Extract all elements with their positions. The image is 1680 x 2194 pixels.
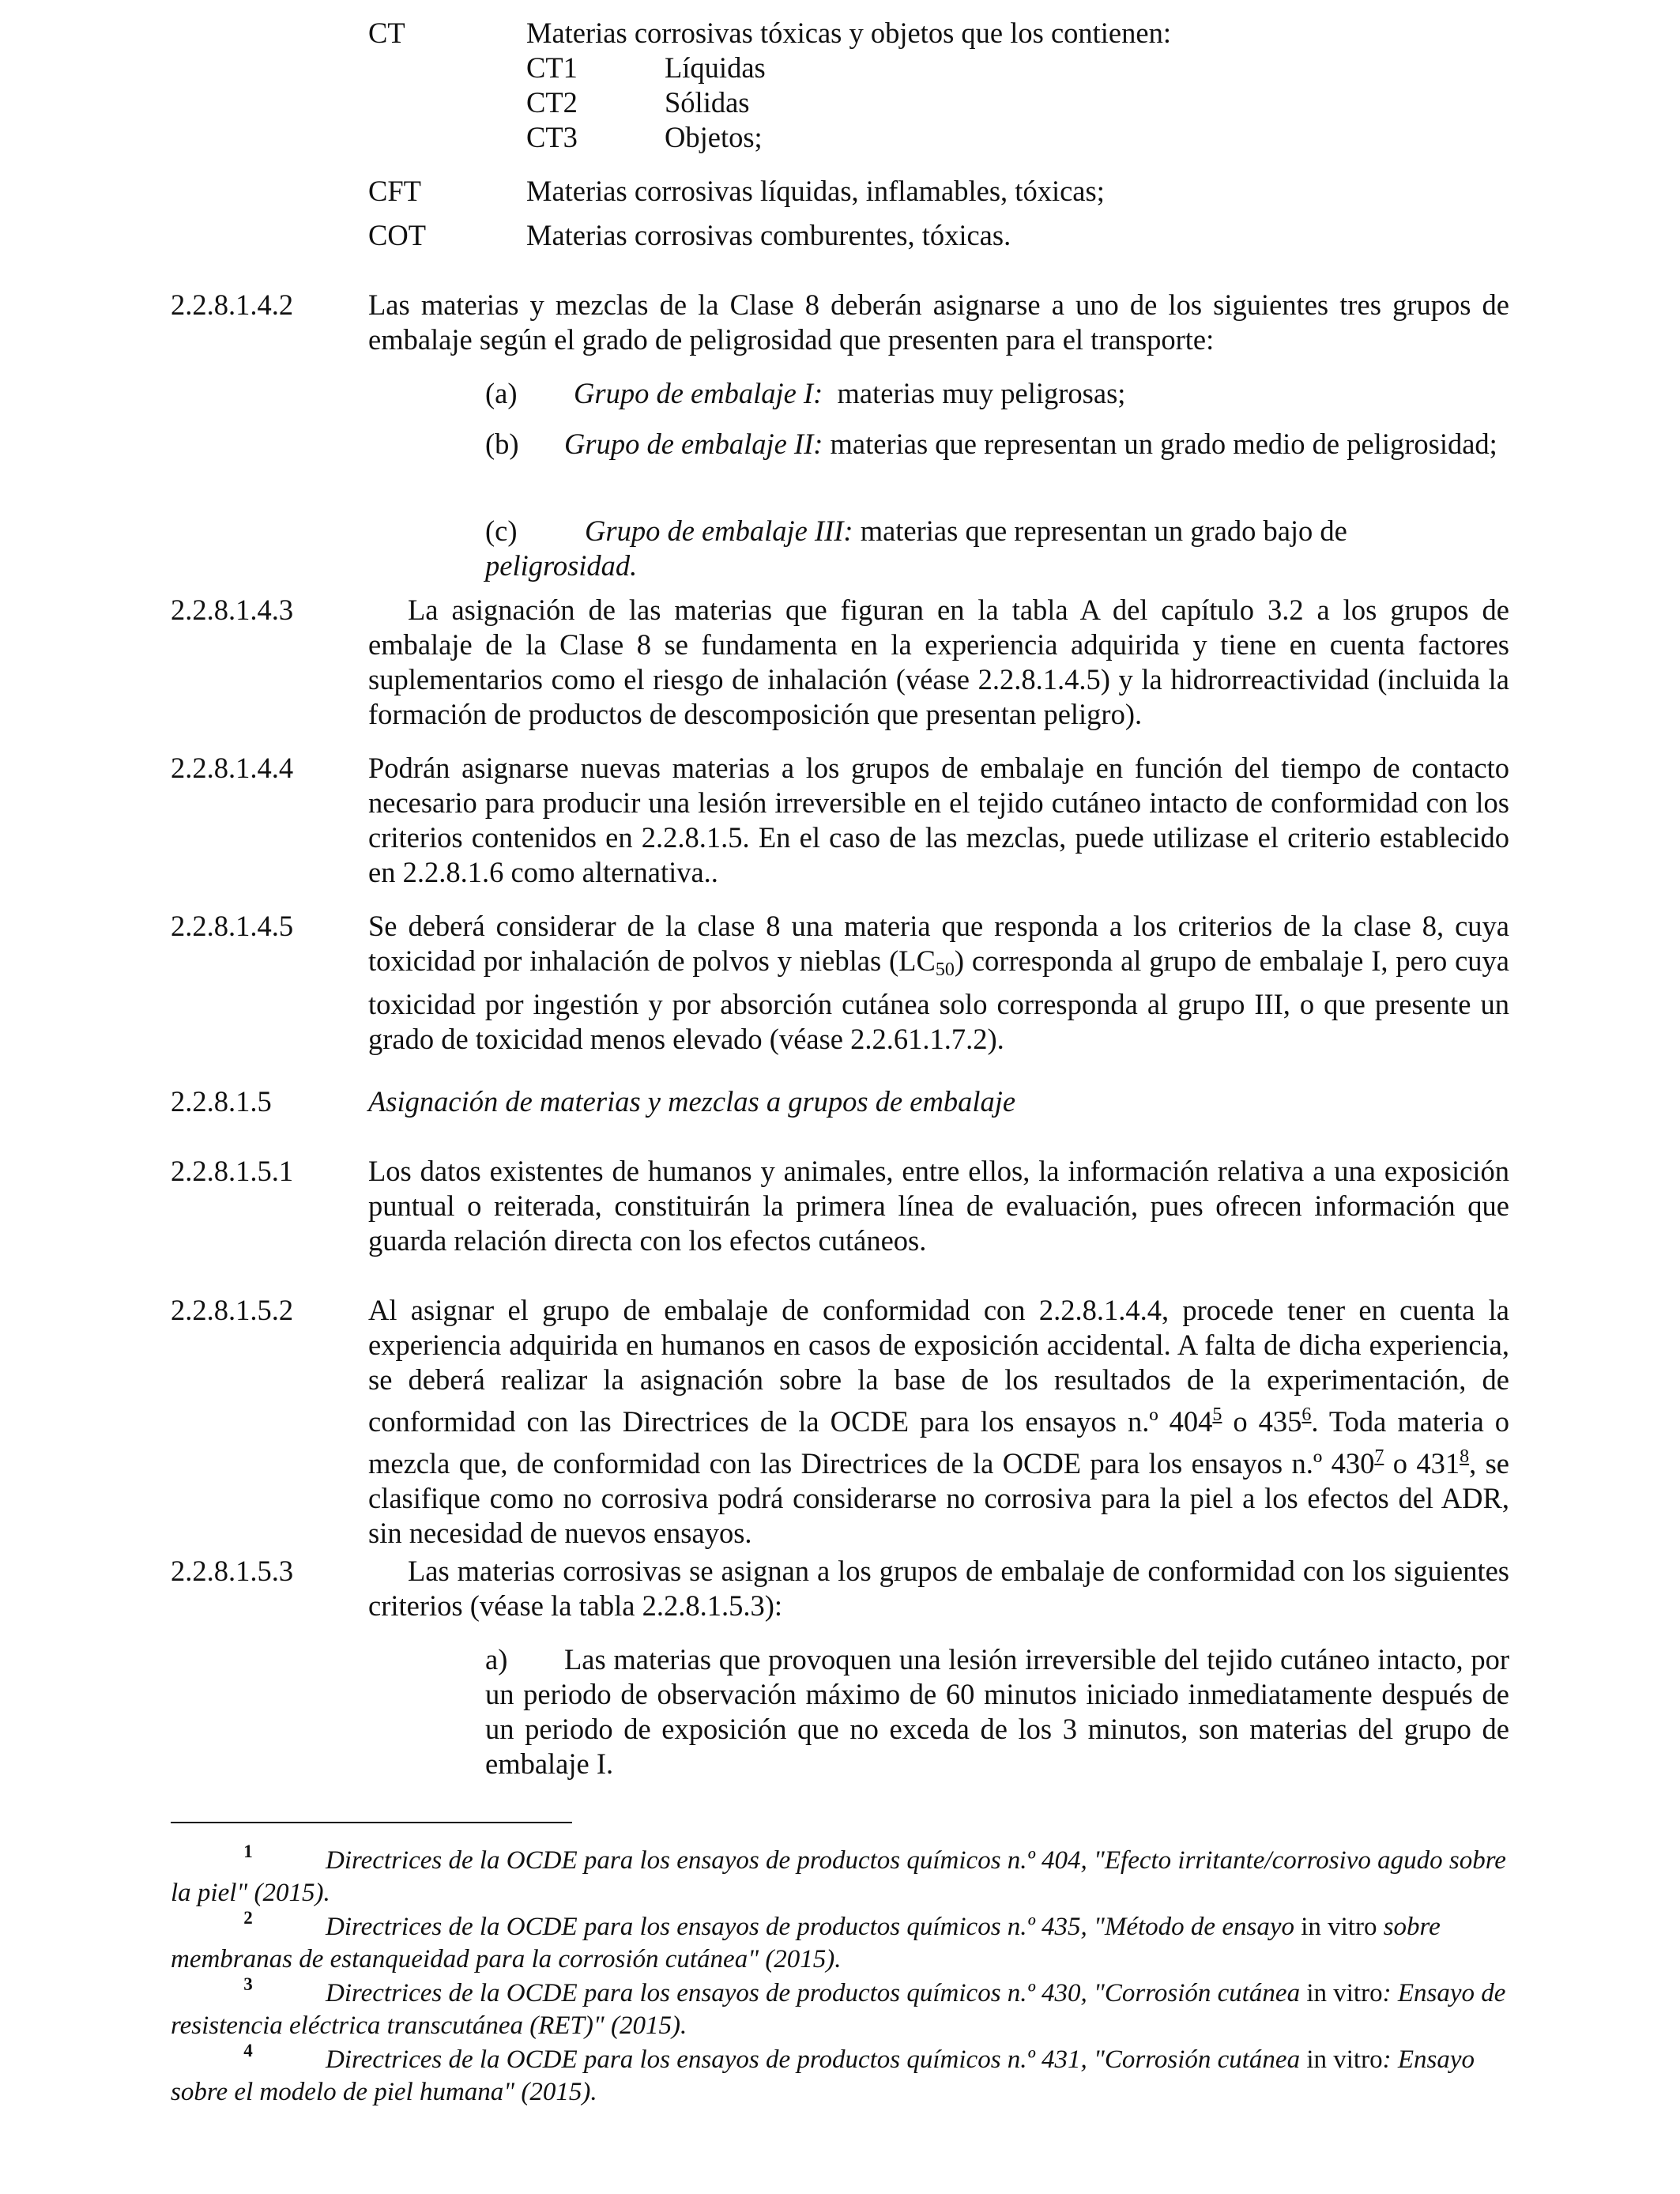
footnote-2 [171, 1902, 1509, 1976]
paragraph-1445-part-b: ) corresponda al grupo de embalaje I, pero cuya toxicidad por ingestión y por absorción cutánea solo corresponda al grupo III, o que presente un grado de toxicidad menos elevado (véase 2.2.61.1.7.2). [368, 944, 1509, 1055]
item-c-text: materias que representan un grado bajo de [860, 515, 1347, 547]
paragraph-1444: Podrán asignarse nuevas materias a los grupos de embalaje en función del tiempo de contacto necesario para producir una lesión irreversible en el tejido cutáneo intacto de conformidad con los criterios contenidos en 2.2.8.1.5. En el caso de las mezclas, puede utilizase el criterio establecido en 2.2.8.1.6 como alternativa.. [368, 752, 1509, 888]
criteria-item-a-mark: a) [485, 1643, 508, 1676]
code-ct1: CT1 [526, 51, 578, 84]
paragraph-152-part-1: Al asignar el grupo de embalaje de conformidad con 2.2.8.1.4.4, procede tener en cuenta la experiencia adquirida en humanos en casos de exposición accidental. A falta de dicha experiencia, se deberá realizar la asignación sobre la base de los resultados de la experimentación, de conformidad con las Directrices de la OCDE para los ensayos n.º 404 [368, 1294, 1509, 1438]
code-cot: COT [368, 219, 426, 251]
paragraph-1443: La asignación de las materias que figuran en la tabla A del capítulo 3.2 a los grupos de embalaje de la Clase 8 se fundamenta en la experiencia adquirida y tiene en cuenta factores suplementarios como el riesgo de inhalación (véase 2.2.8.1.4.5) y la hidrorreactividad (incluida la formación de productos de descomposición que presentan peligro). [368, 594, 1509, 730]
code-ct3: CT3 [526, 121, 578, 153]
footnote-mark-2: 2 [243, 1908, 253, 1928]
item-b-label: Grupo de embalaje II: [564, 428, 823, 460]
paragraph-152 [368, 1293, 1509, 1551]
item-b [485, 427, 1509, 462]
section-number-152: 2.2.8.1.5.2 [171, 1294, 294, 1326]
footnote-4-text-b: in vitro [1300, 2045, 1383, 2074]
paragraph-152-part-3: . Toda materia o mezcla que, de conformidad con las Directrices de la OCDE para los ensayos n.º 430 [368, 1405, 1510, 1480]
item-b-text: materias que representan un grado medio de peligrosidad; [830, 428, 1497, 460]
item-a-text: materias muy peligrosas; [837, 377, 1126, 409]
section-number-153: 2.2.8.1.5.3 [171, 1555, 294, 1587]
item-a-mark: (a) [485, 377, 518, 409]
section-title-15: Asignación de materias y mezclas a grupos de embalaje [368, 1085, 1016, 1118]
code-cot-desc: Materias corrosivas comburentes, tóxicas. [526, 219, 1011, 251]
footnote-mark-1: 1 [243, 1842, 253, 1861]
section-number-1442: 2.2.8.1.4.2 [171, 288, 294, 321]
paragraph-1445 [368, 909, 1509, 1057]
footnote-2-text-a: Directrices de la OCDE para los ensayos de productos químicos n.º 435, "Método de ensayo [326, 1913, 1294, 1941]
footnote-3-text-b: in vitro [1300, 1979, 1383, 2007]
item-c-mark: (c) [485, 515, 518, 547]
footnote-4-text-a: Directrices de la OCDE para los ensayos de productos químicos n.º 431, "Corrosión cutánea [326, 2045, 1301, 2074]
code-ct3-desc: Objetos; [665, 121, 763, 153]
footnote-mark-4: 4 [243, 2041, 253, 2060]
criteria-item-a [485, 1642, 1509, 1781]
footnote-ref-8[interactable]: 8 [1460, 1446, 1470, 1467]
code-cft: CFT [368, 175, 421, 207]
item-a [574, 376, 1125, 411]
footnote-4 [171, 2034, 1509, 2109]
footnote-1 [171, 1835, 1509, 1909]
footnote-separator [171, 1822, 572, 1823]
footnote-ref-6[interactable]: 6 [1301, 1404, 1312, 1425]
section-number-151: 2.2.8.1.5.1 [171, 1155, 294, 1187]
footnote-ref-7[interactable]: 7 [1374, 1446, 1384, 1467]
code-ct: CT [368, 17, 405, 49]
footnote-ref-5[interactable]: 5 [1212, 1404, 1222, 1425]
lc-subscript: 50 [935, 959, 955, 980]
paragraph-153: Las materias corrosivas se asignan a los grupos de embalaje de conformidad con los siguientes criterios (véase la tabla 2.2.8.1.5.3): [368, 1555, 1509, 1622]
section-number-1444: 2.2.8.1.4.4 [171, 752, 294, 784]
code-ct1-desc: Líquidas [665, 51, 766, 84]
section-number-1445: 2.2.8.1.4.5 [171, 910, 294, 942]
footnote-3-text-a: Directrices de la OCDE para los ensayos de productos químicos n.º 430, "Corrosión cutánea [326, 1979, 1301, 2007]
criteria-item-a-text: Las materias que provoquen una lesión irreversible del tejido cutáneo intacto, por un periodo de observación máximo de 60 minutos iniciado inmediatamente después de un periodo de exposición que no exceda de los 3 minutos, son materias del grupo de embalaje I. [485, 1643, 1509, 1780]
section-number-1443: 2.2.8.1.4.3 [171, 594, 294, 626]
item-b-mark: (b) [485, 428, 519, 460]
section-number-15: 2.2.8.1.5 [171, 1085, 272, 1118]
code-ct2-desc: Sólidas [665, 86, 750, 119]
footnote-2-text-b: in vitro [1294, 1913, 1384, 1941]
footnote-4-text-c: : Ensayo sobre el modelo de piel humana" (2015). [171, 2045, 1475, 2106]
item-c-label: Grupo de embalaje III: [585, 515, 853, 547]
paragraph-1442: Las materias y mezclas de la Clase 8 deberán asignarse a uno de los siguientes tres grupos de embalaje según el grado de peligrosidad que presenten para el transporte: [368, 288, 1509, 356]
code-cft-desc: Materias corrosivas líquidas, inflamables, tóxicas; [526, 175, 1105, 207]
item-c [485, 514, 1509, 548]
paragraph-152-part-4: o 431 [1384, 1447, 1460, 1480]
footnote-1-text: Directrices de la OCDE para los ensayos de productos químicos n.º 404, "Efecto irritante/corrosivo agudo sobre la piel" (2015). [171, 1846, 1506, 1907]
code-ct-desc: Materias corrosivas tóxicas y objetos que los contienen: [526, 17, 1171, 49]
footnote-3-text-c: : Ensayo de resistencia eléctrica transcutánea (RET)" (2015). [171, 1979, 1506, 2040]
paragraph-1445-part-a: Se deberá considerar de la clase 8 una materia que responda a los criterios de la clase 8, cuya toxicidad por inhalación de polvos y nieblas (LC [368, 910, 1509, 977]
code-ct2: CT2 [526, 86, 578, 119]
footnote-3 [171, 1968, 1509, 2042]
item-a-label: Grupo de embalaje I: [574, 377, 823, 409]
paragraph-151: Los datos existentes de humanos y animales, entre ellos, la información relativa a una exposición puntual o reiterada, constituirán la primera línea de evaluación, pues ofrecen información que guarda relación directa con los efectos cutáneos. [368, 1155, 1509, 1257]
footnote-mark-3: 3 [243, 1974, 253, 1994]
paragraph-152-part-5: , se clasifique como no corrosiva podrá considerarse no corrosiva para la piel a los efectos del ADR, sin necesidad de nuevos ensayos. [368, 1447, 1510, 1549]
footnote-2-text-c: sobre membranas de estanqueidad para la corrosión cutánea" (2015). [171, 1913, 1441, 1973]
item-c-text-end: peligrosidad. [485, 549, 638, 582]
paragraph-152-part-2: o 435 [1222, 1405, 1302, 1438]
